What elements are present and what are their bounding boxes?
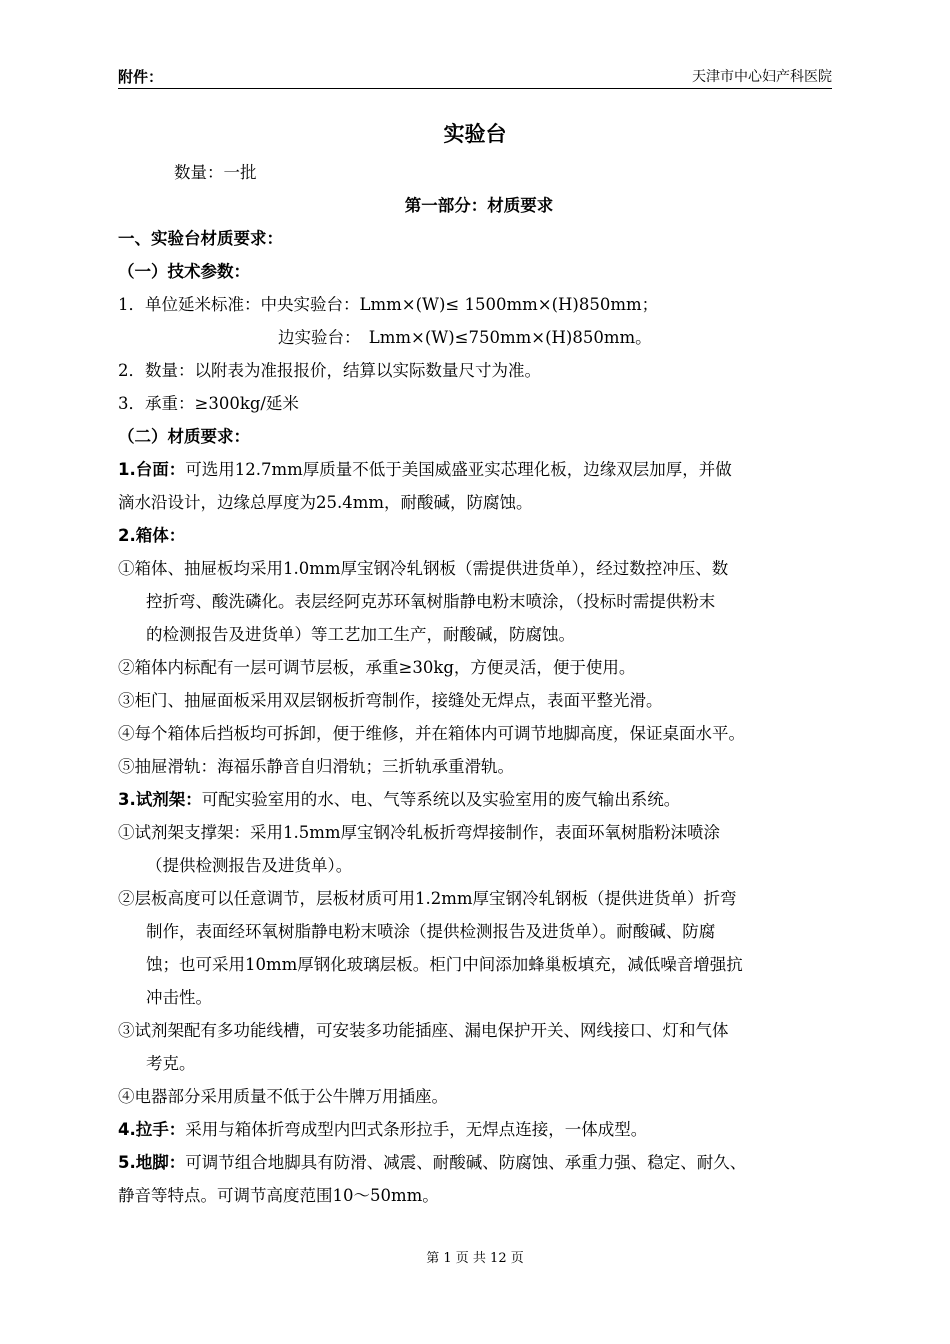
material-1-line-1 [118,453,840,486]
material-3-label: 3.试剂架： [118,790,202,809]
material-3-text: 可配实验室用的水、电、气等系统以及实验室用的废气输出系统。 [201,790,681,809]
material-3-item-2-line-4: 冲击性。 [146,988,212,1007]
subsection-tech-params: （一）技术参数： [118,262,250,281]
material-3-item-2-line-1: ②层板高度可以任意调节，层板材质可用1.2mm厚宝钢冷轧钢板（提供进货单）折弯 [118,889,737,908]
quantity-line: 数量：一批 [174,163,257,182]
material-2-label: 2.箱体： [118,526,186,545]
material-3-item-2-line-3: 蚀；也可采用10mm厚钢化玻璃层板。柜门中间添加蜂巢板填充，减低噪音增强抗 [146,955,743,974]
material-2-item-1-line-2: 控折弯、酸洗磷化。表层经阿克苏环氧树脂静电粉末喷涂，（投标时需提供粉末 [146,592,716,611]
page-header [118,66,832,89]
part1-title: 第一部分：材质要求 [404,196,554,215]
material-1-line-2: 滴水沿设计，边缘总厚度为25.4mm，耐酸碱，防腐蚀。 [118,493,533,512]
material-2-item-3: ③柜门、抽屉面板采用双层钢板折弯制作，接缝处无焊点，表面平整光滑。 [118,691,663,710]
material-3-item-3-line-1: ③试剂架配有多功能线槽，可安装多功能插座、漏电保护开关、网线接口、灯和气体 [118,1021,729,1040]
material-3-line [118,783,840,816]
material-4-text: 采用与箱体折弯成型内凹式条形拉手，无焊点连接，一体成型。 [185,1120,648,1139]
material-2-item-5: ⑤抽屉滑轨：海福乐静音自归滑轨；三折轨承重滑轨。 [118,757,514,776]
material-4-label: 4.拉手： [118,1120,186,1139]
material-3-item-2-line-2: 制作，表面经环氧树脂静电粉末喷涂（提供检测报告及进货单）。耐酸碱、防腐 [146,922,716,941]
param-2: 2．数量：以附表为准报报价，结算以实际数量尺寸为准。 [118,361,541,380]
section1-heading: 一、实验台材质要求： [118,229,283,248]
material-1-text: 可选用12.7mm厚质量不低于美国威盛亚实芯理化板，边缘双层加厚，并做 [185,460,732,479]
material-2-item-1-line-3: 的检测报告及进货单）等工艺加工生产，耐酸碱，防腐蚀。 [146,625,575,644]
material-3-item-4: ④电器部分采用质量不低于公牛牌万用插座。 [118,1087,448,1106]
material-5-line-1 [118,1146,840,1179]
param-3: 3．承重：≥300kg/延米 [118,394,299,413]
material-4-line [118,1113,840,1146]
page-title: 实验台 [443,122,507,146]
param-1-line-1: 1．单位延米标准：中央实验台：Lmm×(W)≤ 1500mm×(H)850mm； [118,295,659,314]
material-3-item-1-line-1: ①试剂架支撑架：采用1.5mm厚宝钢冷轧板折弯焊接制作，表面环氧树脂粉沫喷涂 [118,823,721,842]
document-body [118,156,840,1212]
material-1-label: 1.台面： [118,460,186,479]
material-2-item-4: ④每个箱体后挡板均可拆卸，便于维修，并在箱体内可调节地脚高度，保证桌面水平。 [118,724,745,743]
material-5-label: 5.地脚： [118,1153,186,1172]
material-5-text: 可调节组合地脚具有防滑、减震、耐酸碱、防腐蚀、承重力强、稳定、耐久、 [185,1153,747,1172]
param-1-line-2: 边实验台： Lmm×(W)≤750mm×(H)850mm。 [278,328,652,347]
attachment-label: 附件： [118,68,164,86]
material-3-item-1-line-2: （提供检测报告及进货单）。 [146,856,353,875]
material-2-item-2: ②箱体内标配有一层可调节层板，承重≥30kg，方便灵活，便于使用。 [118,658,636,677]
subsection-material: （二）材质要求： [118,427,250,446]
hospital-name: 天津市中心妇产科医院 [692,69,832,85]
material-2-item-1-line-1: ①箱体、抽屉板均采用1.0mm厚宝钢冷轧钢板（需提供进货单），经过数控冲压、数 [118,559,729,578]
material-5-line-2: 静音等特点。可调节高度范围10～50mm。 [118,1186,439,1205]
material-3-item-3-line-2: 考克。 [146,1054,196,1073]
page-footer: 第 1 页 共 12 页 [426,1251,524,1266]
